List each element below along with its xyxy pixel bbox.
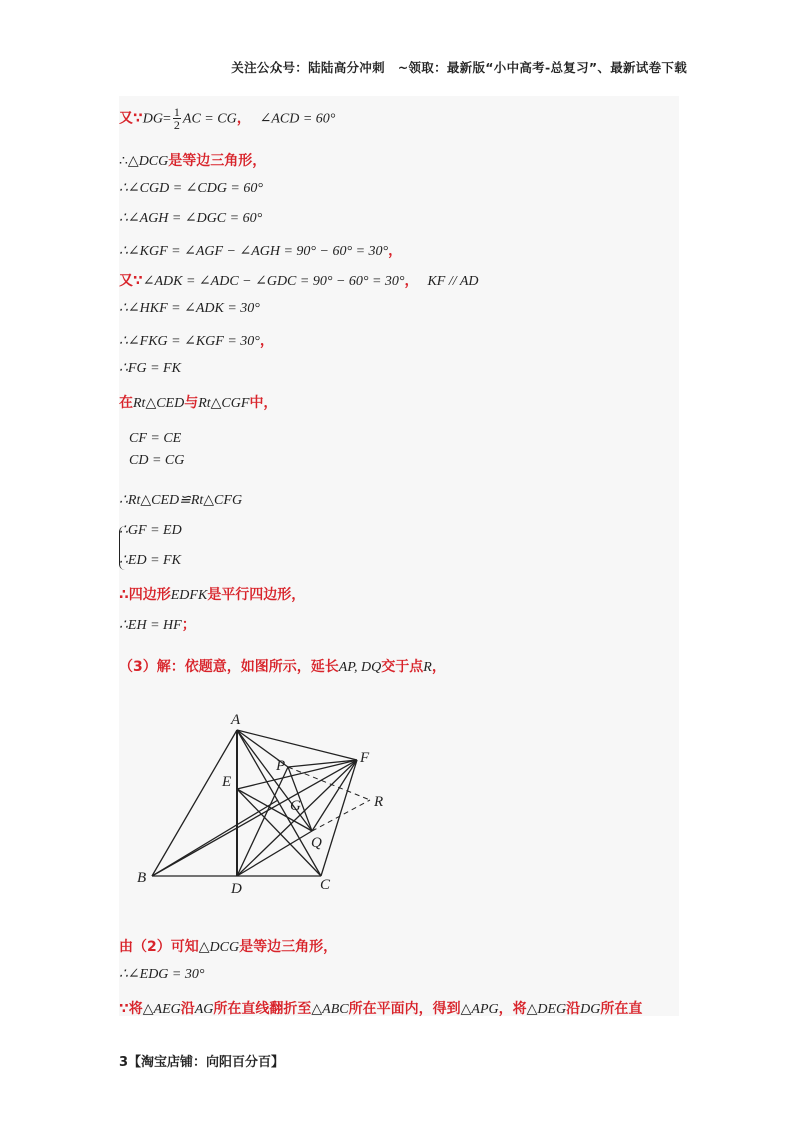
page-footer: 3【淘宝店铺：向阳百分百】 (119, 1055, 285, 1070)
label-q: Q (311, 835, 322, 851)
line-5: ∴∠KGF = ∠AGF − ∠AGH = 90° − 60° = 30°， (119, 243, 403, 259)
line-13: ∴ED = FK (119, 553, 181, 568)
line-16: （3）解：依题意，如图所示，延长AP, DQ交于点R， (119, 659, 446, 675)
line-15: ∴EH = HF； (119, 617, 196, 633)
line-6: 又∵∠ADK = ∠ADC − ∠GDC = 90° − 60° = 30°， KF // AD (119, 273, 479, 289)
label-g: G (290, 798, 301, 814)
segment-ef (237, 760, 357, 789)
system-line-2: CD = CG (129, 453, 185, 468)
label-p: P (276, 758, 286, 774)
dashed-qr (312, 800, 370, 831)
line-2: ∴△DCG是等边三角形， (119, 153, 267, 169)
line-14: ∴四边形EDFK是平行四边形， (119, 587, 306, 603)
segment-ac (237, 730, 321, 876)
line-19: ∵将△AEG沿AG所在直线翻折至△ABC所在平面内，得到△APG，将△DEG沿DG所在直 (119, 1001, 643, 1017)
label-r: R (374, 794, 384, 810)
geometry-figure (130, 708, 400, 898)
label-f: F (360, 750, 370, 766)
line-3: ∴∠CGD = ∠CDG = 60° (119, 181, 263, 196)
line-11: ∴Rt△CED≌Rt△CFG (119, 493, 243, 508)
page-header: 关注公众号：陆陆高分冲刺 ~领取：最新版“小中高考-总复习”、最新试卷下载 (231, 60, 687, 75)
segment-qf (312, 760, 357, 831)
label-c: C (320, 877, 331, 893)
line-10: 在Rt△CED与Rt△CGF中， (119, 395, 278, 411)
segment-dq (237, 831, 312, 876)
line-4: ∴∠AGH = ∠DGC = 60° (119, 211, 263, 226)
segment-af (237, 730, 357, 760)
segment-ab (152, 730, 237, 876)
label-b: B (137, 870, 147, 886)
system-line-1: CF = CE (129, 431, 182, 446)
line-7: ∴∠HKF = ∠ADK = 30° (119, 301, 260, 316)
line-17: 由（2）可知△DCG是等边三角形， (119, 939, 338, 955)
label-e: E (222, 774, 232, 790)
label-a: A (231, 712, 241, 728)
line-9: ∴FG = FK (119, 361, 181, 376)
line-8: ∴∠FKG = ∠KGF = 30°， (119, 333, 274, 349)
fraction-half: $\frac{1}{2}$ (173, 105, 180, 132)
label-d: D (231, 881, 242, 897)
line-18: ∴∠EDG = 30° (119, 967, 205, 982)
dashed-pr (288, 767, 370, 800)
line-12: ∴GF = ED (119, 523, 182, 538)
line-1: 又∵DG= $\frac{1}{2}$ AC = CG， ∠ACD = 60° (119, 105, 336, 132)
